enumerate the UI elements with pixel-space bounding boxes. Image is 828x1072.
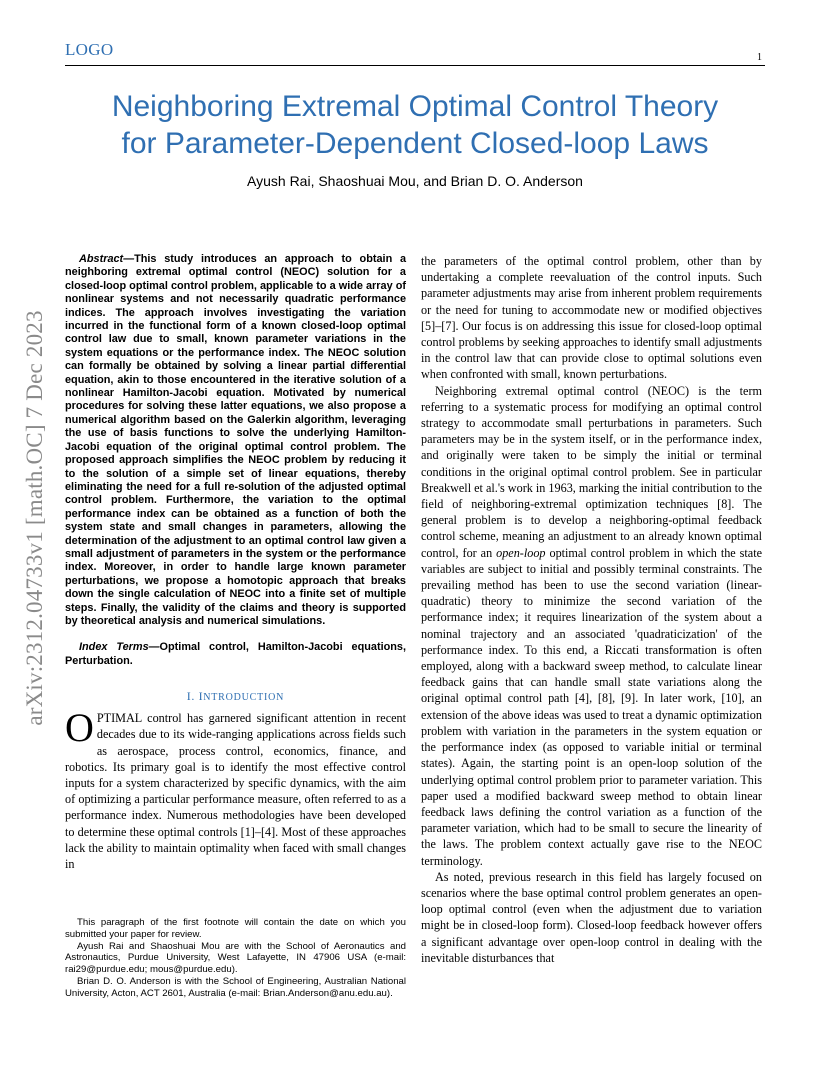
abstract [65,253,406,628]
arxiv-stamp-text: arXiv:2312.04733v1 [math.OC] 7 Dec 2023 [22,309,47,726]
journal-logo: LOGO [65,40,114,59]
title-line-1: Neighboring Extremal Optimal Control Theory [111,90,719,123]
right-paragraph-3: As noted, previous research in this field has largely focused on scenarios where the base optimal control problem generates an open-loop optimal control (even when the adjustment due to variation might be in closed-loop form). Closed-loop feedback however offers a significant advantage over open-loop control in dealing with the inevitable disturbances that [421,869,762,965]
intro-capsword: PTIMAL [96,711,142,726]
arxiv-stamp [22,270,47,765]
abstract-text: This study introduces an approach to obtain a neighboring extremal optimal control (NEOC) solution for a closed-loop optimal control problem, applicable to a wide array of nonlinear systems and not necessarily quadratic performance indices. The approach involves investigating the variation incurred in the functional form of a known closed-loop optimal control law due to small, known parameter variations in the system equations or the performance index. The NEOC solution can formally be obtained by solving a linear partial differential equation, akin to those encountered in the iterative solution of a nonlinear Hamilton-Jacobi equation. Motivated by numerical procedures for solving these latter equations, we also propose a numerical algorithm based on the Galerkin algorithm, leveraging the use of basis functions to solve the underlying Hamilton-Jacobi equation of the original optimal control problem. The proposed approach simplifies the NEOC problem by reducing it to the solution of a simple set of linear equations, thereby eliminating the need for a full re-solution of the adjusted optimal control problem. Furthermore, the variation to the optimal performance index can be obtained as a function of both the system state and small changes in parameters, allowing the determination of the adjustment to an optimal control law given a small adjustment of parameters in the system or the performance index. Moreover, in order to handle large known parameter perturbations, we propose a homotopic approach that breaks down the single calculation of NEOC into a finite set of multiple steps. Finally, the validity of the claims and theory is supported by theoretical analysis and numerical simulations. [65,253,406,627]
left-column [65,253,406,872]
page-number: 1 [757,52,762,63]
index-terms-label: Index Terms [79,641,149,654]
abstract-dash: — [123,253,135,265]
index-terms [65,641,406,668]
section-numeral: I. [186,689,199,704]
right-paragraph-1: the parameters of the optimal control problem, other than by undertaking a complete reevaluation of the control inputs. Such parameter adjustments may arise from inherent problem requirements or the need for tuning to accommodate new or modified objectives [5]–[7]. Our focus is on addressing this issue for closed-loop optimal control problems by seeking approaches to identify small adjustments in the control law that can provide close to optimal solutions even when confronted with small, known perturbations. [421,254,762,382]
section-heading-introduction [65,689,406,704]
index-terms-text: Optimal control, Hamilton-Jacobi equations, Perturbation. [65,641,406,667]
paper-title [65,88,765,162]
index-terms-dash: — [148,641,160,654]
footnote-2: Ayush Rai and Shaoshuai Mou are with the School of Aeronautics and Astronautics, Purdue University, West Lafayette, IN 47906 USA (e-mail: rai29@purdue.edu; mous@purdue.edu). [65,940,406,976]
right-column [421,253,762,966]
section-rest: NTRODUCTION [203,692,285,704]
right-paragraph-2 [421,383,762,869]
right-paragraph-2-part-2: optimal control problem in which the state variables are subject to initial and possibly terminal constraints. The prevailing method has been to use the second variation (linear-quadratic) theory to minimize the second variation of the performance index; it requires linearization of the system about a nominal trajectory and an associated 'quadraticization' of the performance index. To this end, a Riccati transformation is often employed, along with a backward sweep method, to calculate linear feedback gains that can handle small state variations along the original optimal control path [4], [8], [9]. In later work, [10], an extension of the above ideas was used to treat a dynamic optimization problem with variation in the parameters in the system equation or the performance index (as opposed to variable initial or terminal states). Again, the starting point is an open-loop solution of the underlying optimal control problem prior to parameter variation. This paper used a modified backward sweep method to obtain linear feedback laws defining the control variation as a function of the parameter variation, which had to be small to secure the linearity of the laws. The problem context actually gave rise to the NEOC terminology. [421,545,762,868]
right-paragraph-2-part-1: Neighboring extremal optimal control (NEOC) is the term referring to a systematic process for modifying an optimal control strategy to accommodate small perturbations in parameters. Such parameters may be in the system itself, or in the performance index, and originally were taken to be simply the initial or terminal conditions in the original optimal control problem. See in particular Breakwell et al.'s work in 1963, marking the initial contribution to the field of neighboring-extremal optimization techniques [8]. The general problem is to develop a neighboring-optimal feedback control scheme, meaning an adjustment to an already known optimal control, for an [421,383,763,560]
right-paragraph-2-italic: open-loop [496,545,546,560]
drop-cap: O [65,705,94,751]
title-line-2: for Parameter-Dependent Closed-loop Laws [121,127,709,160]
footnote-3: Brian D. O. Anderson is with the School of Engineering, Australian National University, Acton, ACT 2601, Australia (e-mail: Brian.Anderson@anu.edu.au). [65,975,406,999]
header-rule [65,65,765,66]
footnote-1: This paragraph of the first footnote will contain the date on which you submitted your paper for review. [65,917,406,940]
footnotes [65,917,406,1000]
section-first-letter: I [198,689,204,704]
abstract-label: Abstract [79,253,124,265]
intro-paragraph-1 [65,705,406,872]
author-list: Ayush Rai, Shaoshuai Mou, and Brian D. O. Anderson [247,173,583,189]
intro-text: control has garnered significant attention in recent decades due to its wide-ranging applications across fields such as aerospace, process control, economics, finance, and robotics. Its primary goal is to identify the most effective control inputs for a system characterized by specific dynamics, with the aim of optimizing a particular performance measure, often referred to as a performance index. Numerous methodologies have been developed to determine these optimal controls [1]–[4]. Most of these approaches lack the ability to maintain optimality when faced with small changes in [65,711,406,872]
